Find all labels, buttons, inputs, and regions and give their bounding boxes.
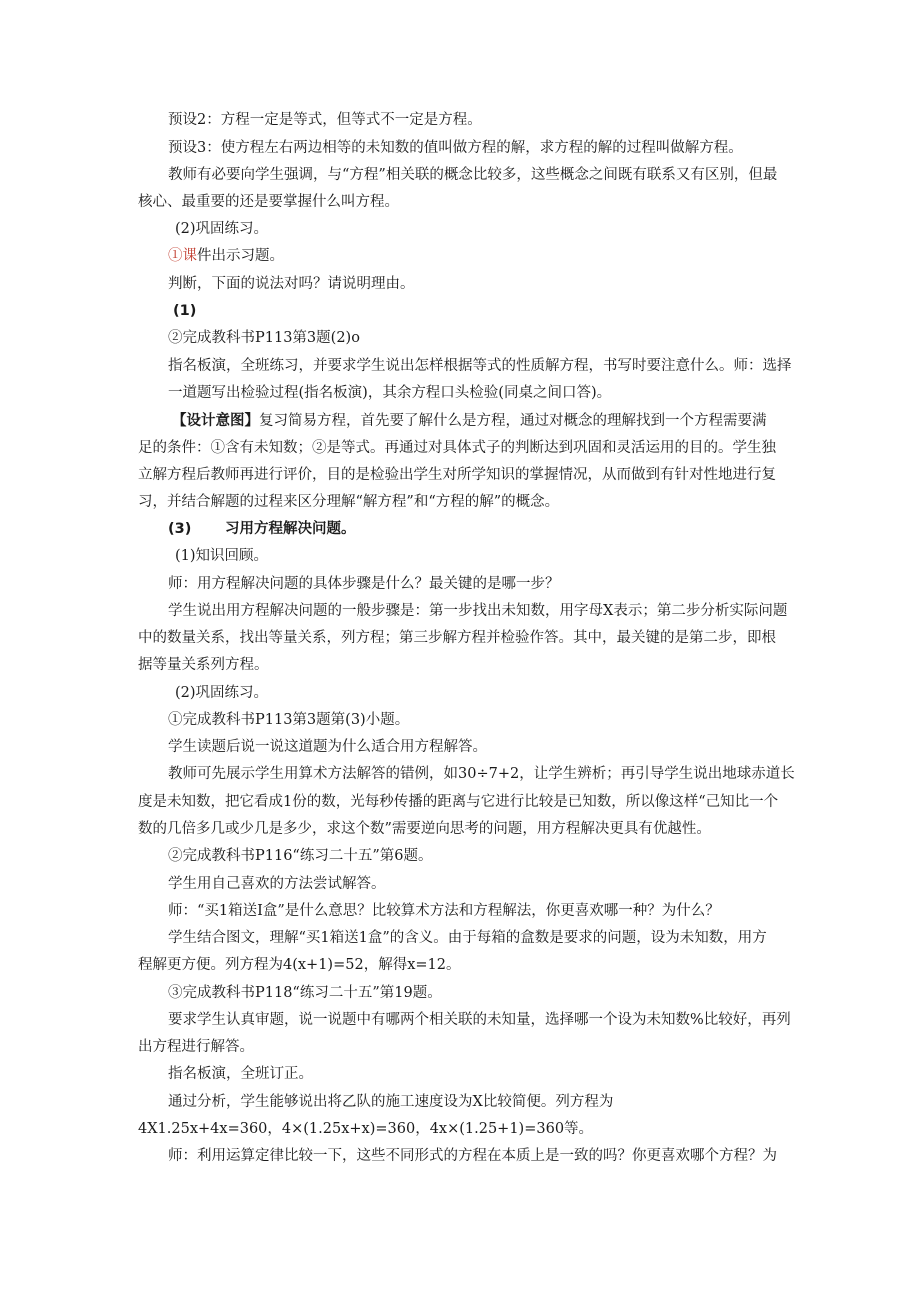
text-line: 判断，下面的说法对吗？请说明理由。	[168, 276, 415, 292]
text-line: 师：“买1箱送I盒”是什么意思？比较算术方法和方程解法，你更喜欢哪一种？为什么？	[168, 903, 720, 919]
text-line: 学生用自己喜欢的方法尝试解答。	[168, 876, 386, 892]
text-line	[172, 411, 767, 431]
text-line: 指名板演，全班订正。	[168, 1066, 313, 1082]
text-line: 教师可先展示学生用算术方法解答的错例，如30÷7+2，让学生辨析；再引导学生说出地球赤道长	[168, 766, 795, 782]
text-line: 学生读题后说一说这道题为什么适合用方程解答。	[168, 739, 487, 755]
text-line: ②完成教科书P116“练习二十五”第6题。	[168, 848, 433, 864]
text-line: 预设2：方程一定是等式，但等式不一定是方程。	[168, 112, 482, 128]
text-line: 要求学生认真审题，说一说题中有哪两个相关联的未知量，选择哪一个设为未知数%比较好，再列	[168, 1012, 791, 1028]
text-line	[168, 246, 284, 266]
text-line: ①完成教科书P113第3题第(3)小题。	[168, 712, 410, 728]
design-intent-label: 【设计意图】	[172, 413, 259, 429]
text-line: (2)巩固练习。	[175, 685, 269, 701]
text-line: 出方程进行解答。	[138, 1039, 254, 1055]
text-line: 师：利用运算定律比较一下，这些不同形式的方程在本质上是一致的吗？你更喜欢哪个方程？为	[168, 1148, 777, 1164]
text-line: 一道题写出检验过程(指名板演)，其余方程口头检验(同桌之间口答)。	[168, 385, 612, 401]
text-line: 习，并结合解题的过程来区分理解“解方程”和“方程的解”的概念。	[138, 494, 560, 510]
text-line: 指名板演，全班练习，并要求学生说出怎样根据等式的性质解方程，书写时要注意什么。师：选择	[168, 358, 792, 374]
text-line: 中的数量关系，找出等量关系，列方程；第三步解方程并检验作答。其中，最关键的是第二步，即根	[138, 630, 776, 646]
text-line: ③完成教科书P118“练习二十五”第19题。	[168, 985, 442, 1001]
text-line: 通过分析，学生能够说出将乙队的施工速度设为X比较简便。列方程为	[168, 1094, 614, 1110]
text-line: (1)知识回顾。	[175, 548, 269, 564]
text-line: 教师有必要向学生强调，与“方程”相关联的概念比较多，这些概念之间既有联系又有区别，但最	[168, 167, 778, 183]
text-line: ②完成教科书P113第3题(2)o	[168, 330, 360, 346]
item-number: (1)	[173, 303, 197, 319]
text-line: 学生说出用方程解决问题的一般步骤是：第一步找出未知数，用字母X表示；第二步分析实际问题	[168, 603, 788, 619]
section-heading: 习用方程解决问题。	[225, 521, 356, 537]
text-line: 预设3：使方程左右两边相等的未知数的值叫做方程的解，求方程的解的过程叫做解方程。	[168, 140, 743, 156]
section-number: (3)	[168, 521, 192, 537]
text-line: 核心、最重要的还是要掌握什么叫方程。	[138, 194, 399, 210]
text-line: 4X1.25x+4x=360，4×(1.25x+x)=360，4x×(1.25+1)=360等。	[138, 1121, 594, 1137]
text-line: 程解更方便。列方程为4(x+1)=52，解得x=12。	[138, 957, 461, 973]
text-line: 学生结合图文，理解“买1箱送1盒”的含义。由于每箱的盒数是要求的问题，设为未知数，用方	[168, 930, 767, 946]
text-fragment: 复习简易方程，首先要了解什么是方程，通过对概念的理解找到一个方程需要满	[259, 413, 767, 429]
text-fragment: 件出示习题。	[197, 248, 284, 264]
text-line: (2)巩固练习。	[175, 221, 269, 237]
text-line: 数的几倍多几或少几是多少，求这个数”需要逆向思考的问题，用方程解决更具有优越性。	[138, 821, 711, 837]
text-line: 度是未知数，把它看成1份的数，光每秒传播的距离与它进行比较是已知数，所以像这样“己知比一个	[138, 794, 779, 810]
text-line: 立解方程后教师再进行评价，目的是检验出学生对所学知识的掌握情况，从而做到有针对性地进行复	[138, 467, 776, 483]
text-line: 师：用方程解决问题的具体步骤是什么？最关键的是哪一步？	[168, 576, 560, 592]
text-line: 足的条件：①含有未知数；②是等式。再通过对具体式子的判断达到巩固和灵活运用的目的。学生独	[138, 440, 776, 456]
red-text-fragment: ①课	[168, 248, 197, 264]
text-line: 据等量关系列方程。	[138, 657, 269, 673]
